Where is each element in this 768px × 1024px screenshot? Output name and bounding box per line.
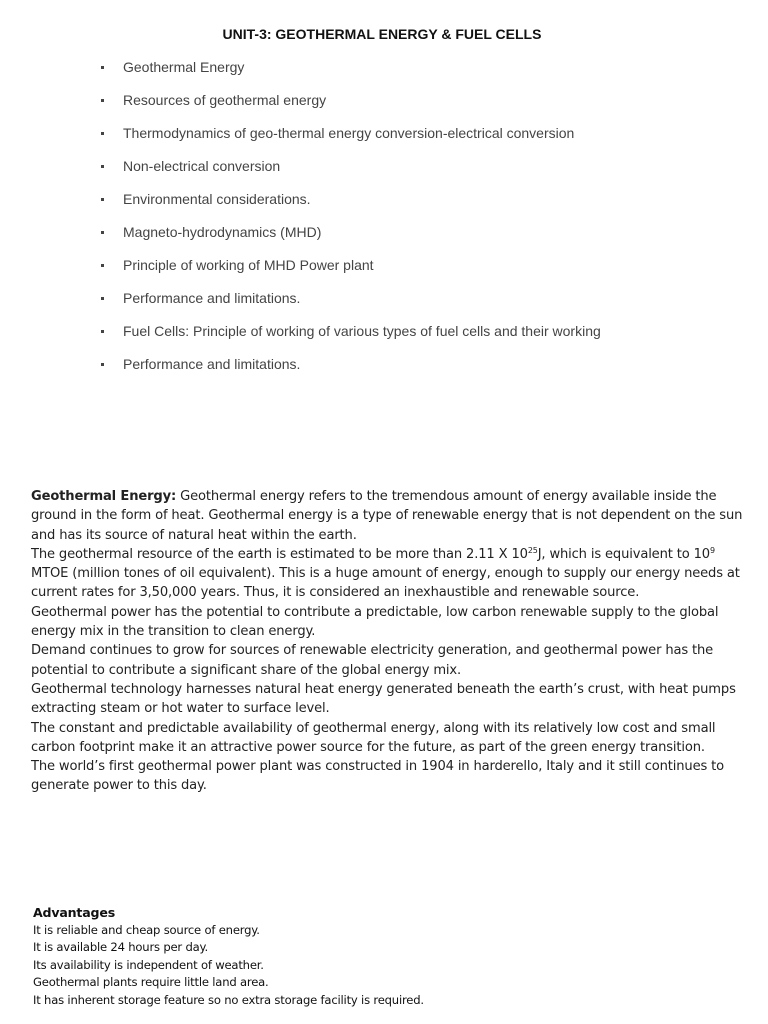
topic-label: Resources of geothermal energy (123, 92, 327, 108)
bullet-icon (101, 264, 104, 267)
advantage-item: It is available 24 hours per day. (33, 940, 209, 955)
topic-list (98, 57, 601, 387)
resource-text: J, which is equivalent to 10 (537, 546, 710, 562)
advantage-item: It has inherent storage feature so no extra storage facility is required. (33, 992, 424, 1007)
paragraph: The constant and predictable availability of geothermal energy, along with its relatively low cost and small carbon footprint make it an attractive power source for the future, as part of the green energy transition. (31, 720, 716, 755)
exponent: 9 (709, 545, 715, 555)
topic-label: Principle of working of MHD Power plant (123, 257, 374, 273)
topic-label: Performance and limitations. (123, 290, 301, 306)
topic-item (98, 123, 601, 156)
bullet-icon (101, 165, 104, 168)
geothermal-label: Geothermal Energy: (31, 489, 177, 504)
bullet-icon (101, 363, 104, 366)
exponent: 25 (527, 545, 538, 555)
geothermal-resource (31, 545, 743, 603)
topic-label: Thermodynamics of geo-thermal energy conversion-electrical conversion (123, 125, 575, 141)
geothermal-section (31, 487, 743, 796)
paragraph: Demand continues to grow for sources of renewable electricity generation, and geothermal power has the potential to contribute a significant share of the global energy mix. (31, 643, 714, 678)
advantages-heading: Advantages (33, 905, 116, 920)
bullet-icon (101, 231, 104, 234)
bullet-icon (101, 297, 104, 300)
resource-text: The geothermal resource of the earth is estimated to be more than 2.11 X 10 (31, 546, 528, 562)
bullet-icon (101, 198, 104, 201)
geothermal-intro-text: Geothermal energy refers to the tremendous amount of energy available inside the ground in the form of heat. Geothermal energy is a type of renewable energy that is not dependent on the sun and has its source of natural heat within the earth. (31, 489, 743, 543)
bullet-icon (101, 132, 104, 135)
geothermal-intro (31, 487, 743, 545)
bullet-icon (101, 99, 104, 102)
topic-item (98, 288, 601, 321)
bullet-icon (101, 330, 104, 333)
advantage-item: Its availability is independent of weather. (33, 957, 264, 972)
advantages-section (33, 904, 733, 1010)
topic-item (98, 57, 601, 90)
topic-item (98, 189, 601, 222)
bullet-icon (101, 66, 104, 69)
topic-item (98, 354, 601, 387)
topic-item (98, 156, 601, 189)
topic-label: Magneto-hydrodynamics (MHD) (123, 224, 322, 240)
advantage-item: Geothermal plants require little land area. (33, 975, 269, 990)
topic-item (98, 321, 601, 354)
topic-label: Fuel Cells: Principle of working of various types of fuel cells and their working (123, 323, 601, 339)
paragraph: Geothermal power has the potential to contribute a predictable, low carbon renewable supply to the global energy mix in the transition to clean energy. (31, 604, 719, 640)
paragraph: Geothermal technology harnesses natural heat energy generated beneath the earth’s crust, with heat pumps extracting steam or hot water to surface level. (31, 681, 736, 717)
page-title: UNIT-3: GEOTHERMAL ENERGY & FUEL CELLS (222, 26, 542, 42)
resource-text: MTOE (million tones of oil equivalent). This is a huge amount of energy, enough to supply our energy needs at current rates for 3,50,000 years. Thus, it is considered an inexhaustible and renewable source. (31, 566, 740, 601)
paragraph: The world’s first geothermal power plant was constructed in 1904 in harderello, Italy and it still continues to generate power to this day. (31, 759, 725, 794)
advantage-item: It is reliable and cheap source of energy. (33, 922, 260, 937)
topic-item (98, 222, 601, 255)
topic-label: Performance and limitations. (123, 356, 301, 372)
topic-label: Non-electrical conversion (123, 158, 281, 174)
topic-item (98, 255, 601, 288)
topic-label: Environmental considerations. (123, 191, 311, 207)
topic-label: Geothermal Energy (123, 59, 245, 75)
topic-item (98, 90, 601, 123)
